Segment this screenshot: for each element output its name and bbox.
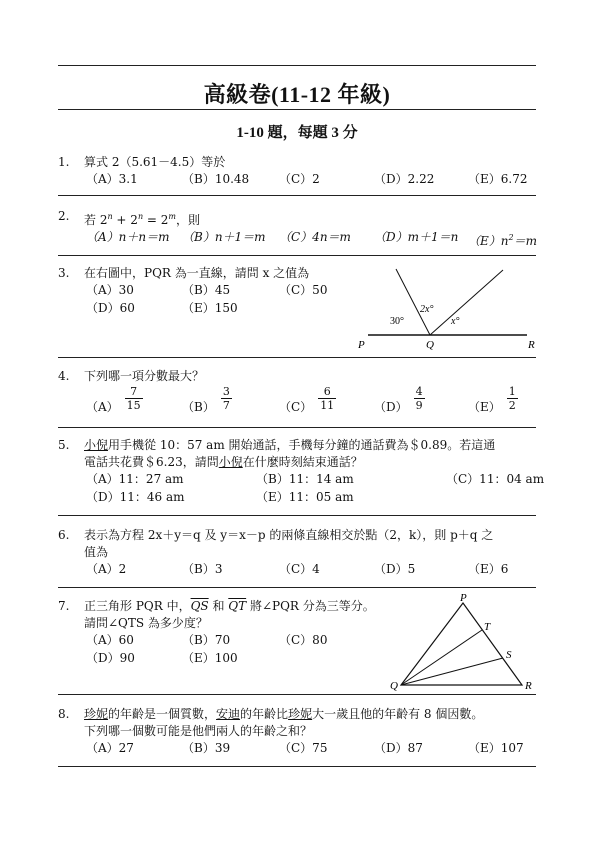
divider (58, 357, 536, 358)
angle-figure (350, 264, 540, 356)
segment-qt-line (401, 630, 482, 685)
segment-qt: $\overline{QT}$ (228, 599, 247, 613)
denominator: 11 (320, 399, 335, 412)
label-s: S (506, 649, 512, 661)
label-q: Q (390, 680, 398, 692)
text-part: ，則 (176, 213, 201, 227)
exponent: n (137, 212, 144, 221)
option-c[interactable]: （C）50 (279, 283, 328, 297)
text-part: 正三角形 PQR 中， (84, 599, 191, 613)
segment-qs-line (401, 658, 503, 685)
numerator: 3 (222, 385, 230, 398)
angle-x: x° (451, 316, 460, 327)
divider (58, 694, 536, 695)
option-a[interactable]: （A）3.1 (86, 172, 138, 186)
option-b[interactable] (182, 385, 232, 412)
option-c[interactable]: （C）4n＝m (279, 230, 351, 244)
title-rule (58, 109, 536, 110)
top-rule (58, 65, 536, 66)
option-a[interactable] (86, 385, 143, 412)
angle-30: 30° (390, 316, 404, 327)
exponent: n (107, 212, 113, 221)
denominator: 2 (508, 399, 516, 412)
option-b[interactable]: （B）45 (182, 283, 231, 297)
option-d[interactable]: （D）90 (86, 651, 135, 665)
option-a[interactable]: （A）60 (86, 633, 134, 647)
question-text-line-1 (84, 437, 540, 454)
option-c[interactable] (279, 385, 336, 412)
option-text: （E）n (468, 234, 509, 248)
question-text: 在右圖中，PQR 為一直線，請問 x 之值為 (84, 266, 310, 280)
divider (58, 515, 536, 516)
option-c[interactable]: （C）2 (279, 172, 320, 186)
segment-qs: $\overline{QS}$ (190, 599, 209, 613)
denominator: 9 (415, 399, 423, 412)
text-part: 的年齡是一個質數， (108, 707, 217, 721)
option-e[interactable] (468, 385, 518, 412)
option-e[interactable]: （E）100 (182, 651, 238, 665)
option-label: （A） (86, 400, 119, 414)
question-number: 2. (58, 209, 70, 223)
label-p: P (358, 339, 365, 351)
label-q: Q (426, 339, 434, 351)
text-part: 和 (208, 599, 229, 613)
option-e[interactable]: （E）11：05 am (256, 490, 354, 504)
question-number: 4. (58, 369, 70, 383)
option-e[interactable]: （E）150 (182, 301, 238, 315)
divider (58, 766, 536, 767)
question-number: 7. (58, 599, 70, 613)
divider (58, 427, 536, 428)
person-name: 珍妮 (84, 707, 109, 721)
exponent: 2 (508, 233, 514, 242)
text-part: + 2 (112, 213, 138, 227)
option-label: （B） (182, 400, 215, 414)
option-b[interactable]: （B）10.48 (182, 172, 250, 186)
question-number: 3. (58, 266, 70, 280)
text-part: 電話共花費＄6.23，請問 (84, 455, 219, 469)
option-c[interactable]: （C）11：04 am (446, 472, 545, 486)
person-name: 安迪 (216, 707, 241, 721)
label-p: P (460, 592, 467, 604)
section-subtitle: 1-10 題，每題 3 分 (236, 125, 358, 141)
question-text (84, 208, 540, 229)
text-part: 將∠PQR 分為三等分。 (246, 599, 375, 613)
text-part: 在什麼時刻結束通話？ (242, 455, 363, 469)
option-b[interactable]: （B）11：14 am (256, 472, 354, 486)
person-name: 小倪 (218, 455, 243, 469)
text-part: 若 2 (84, 213, 108, 227)
option-label: （C） (279, 400, 313, 414)
option-a[interactable]: （A）2 (86, 562, 127, 576)
option-e[interactable]: （E）107 (468, 741, 524, 755)
option-a[interactable]: （A）n＋n＝m (86, 230, 170, 244)
person-name: 珍妮 (288, 707, 313, 721)
option-e[interactable]: （E）6 (468, 562, 509, 576)
question-text: 算式 2（5.61－4.5）等於 (84, 155, 226, 169)
option-a[interactable]: （A）30 (86, 283, 134, 297)
option-b[interactable]: （B）3 (182, 562, 223, 576)
option-b[interactable]: （B）n＋1＝m (182, 230, 266, 244)
divider (58, 255, 536, 256)
question-text-line-1 (84, 706, 540, 723)
question-number: 6. (58, 528, 70, 542)
option-e[interactable]: （E）6.72 (468, 172, 528, 186)
page-title: 高級卷(11-12 年級) (203, 82, 391, 107)
question-text-line-2: 請問∠QTS 為多少度？ (84, 616, 208, 630)
numerator: 4 (415, 385, 423, 398)
question-text-line-2: 下列哪一個數可能是他們兩人的年齡之和？ (84, 724, 313, 738)
angle-2x: 2x° (420, 304, 434, 315)
option-c[interactable]: （C）75 (279, 741, 328, 755)
option-a[interactable]: （A）11：27 am (86, 472, 184, 486)
denominator: 15 (126, 399, 141, 412)
option-d[interactable] (374, 385, 425, 412)
question-text-line-2 (84, 454, 540, 471)
option-e[interactable] (468, 229, 537, 250)
question-number: 8. (58, 707, 70, 721)
exponent: m (168, 212, 177, 221)
option-c[interactable]: （C）80 (279, 633, 328, 647)
option-b[interactable]: （B）39 (182, 741, 231, 755)
option-a[interactable]: （A）27 (86, 741, 134, 755)
ray-right (430, 270, 503, 335)
triangle-figure (388, 590, 540, 694)
label-r: R (525, 680, 532, 692)
text-part: 大一歲且他的年齡有 8 個因數。 (312, 707, 484, 721)
question-text: 下列哪一項分數最大？ (84, 369, 205, 383)
divider (58, 587, 536, 588)
option-label: （D） (374, 400, 408, 414)
option-d[interactable]: （D）m＋1＝n (374, 230, 459, 244)
option-d[interactable]: （D）5 (374, 562, 416, 576)
divider (58, 195, 536, 196)
option-d[interactable]: （D）87 (374, 741, 423, 755)
option-b[interactable]: （B）70 (182, 633, 231, 647)
option-d[interactable]: （D）11：46 am (86, 490, 185, 504)
option-text: ＝m (513, 234, 537, 248)
numerator: 6 (318, 385, 336, 399)
option-d[interactable]: （D）2.22 (374, 172, 435, 186)
question-text-line-2: 值為 (84, 545, 109, 559)
option-d[interactable]: （D）60 (86, 301, 135, 315)
question-number: 5. (58, 438, 70, 452)
numerator: 1 (508, 385, 516, 398)
denominator: 7 (222, 399, 230, 412)
label-t: T (484, 621, 491, 633)
numerator: 7 (125, 385, 143, 399)
option-c[interactable]: （C）4 (279, 562, 320, 576)
person-name: 小倪 (84, 438, 109, 452)
question-text-line-1: 表示為方程 2x＋y＝q 及 y＝x－p 的兩條直線相交於點（2，k），則 p＋q 之 (84, 528, 494, 542)
question-number: 1. (58, 155, 70, 169)
text-part: 用手機從 10：57 am 開始通話，手機每分鐘的通話費為＄0.89。若這通 (108, 438, 496, 452)
text-part: = 2 (143, 213, 169, 227)
text-part: 的年齡比 (240, 707, 289, 721)
option-label: （E） (468, 400, 501, 414)
label-r: R (528, 339, 535, 351)
